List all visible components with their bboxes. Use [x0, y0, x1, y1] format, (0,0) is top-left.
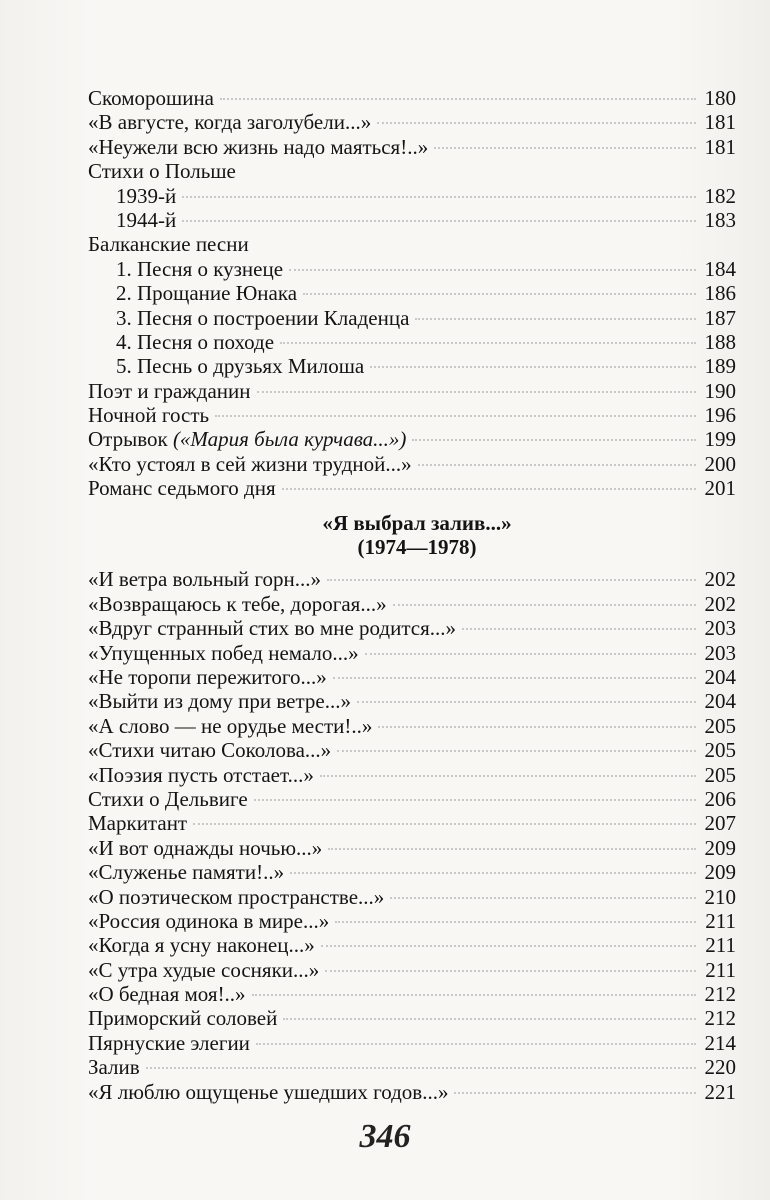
- toc-entry: [88, 208, 736, 232]
- dot-leader: [378, 726, 696, 728]
- toc-entry-title: Стихи о Польше: [88, 159, 236, 184]
- dot-leader: [290, 872, 696, 874]
- toc-entry: [88, 257, 736, 281]
- dot-leader: [393, 604, 696, 606]
- toc-entry-page: 205: [704, 762, 736, 787]
- toc-entry: [88, 86, 736, 110]
- toc-entry: [88, 714, 736, 738]
- toc-entry-page: 189: [704, 354, 736, 379]
- toc-entry-page: 207: [704, 811, 736, 836]
- dot-leader: [282, 488, 696, 490]
- toc-entry-title: 1944-й: [116, 207, 177, 232]
- toc-entry-title: 5. Песнь о друзьях Милоша: [116, 354, 365, 379]
- toc-entry-title: Скоморошина: [88, 86, 214, 110]
- toc-entry-title: Залив: [88, 1055, 140, 1080]
- toc-entry-title: «Россия одинока в мире...»: [88, 908, 330, 933]
- toc-entry-page: 199: [704, 427, 736, 452]
- toc-entry-title: «Возвращаюсь к тебе, дорогая...»: [88, 591, 387, 616]
- toc-entry-title: Стихи о Дельвиге: [88, 786, 248, 811]
- dot-leader: [289, 269, 696, 271]
- toc-entry-title: «С утра худые сосняки...»: [88, 957, 320, 982]
- toc-entry-page: 202: [704, 567, 736, 592]
- toc-entry-title: «В августе, когда заголубели...»: [88, 110, 372, 135]
- toc-entry: [88, 665, 736, 689]
- toc-entry-title: «Упущенных побед немало...»: [88, 640, 359, 665]
- toc-entry-title: «Кто устоял в сей жизни трудной...»: [88, 451, 412, 476]
- toc-entry-title: «Стихи читаю Соколова...»: [88, 738, 332, 763]
- toc-entry: [88, 281, 736, 305]
- dot-leader: [377, 122, 696, 124]
- toc-group-1: [88, 86, 736, 501]
- dot-leader: [390, 897, 696, 899]
- dot-leader: [280, 342, 696, 344]
- dot-leader: [321, 945, 696, 947]
- toc-entry-title: 3. Песня о построении Кладенца: [116, 305, 410, 330]
- toc-entry-page: 211: [705, 957, 736, 982]
- toc-entry-page: 181: [704, 110, 736, 135]
- toc-entry-page: 220: [704, 1055, 736, 1080]
- toc-entry-title: 2. Прощание Юнака: [116, 281, 298, 306]
- toc-entry-page: 203: [704, 616, 736, 641]
- toc-entry-title: «Я люблю ощущенье ушедших годов...»: [88, 1079, 449, 1104]
- section-title: «Я выбрал залив...»: [322, 510, 512, 535]
- dot-leader: [182, 220, 696, 222]
- toc-entry: [88, 641, 736, 665]
- toc-entry-title: «Вдруг странный стих во мне родится...»: [88, 616, 456, 641]
- toc-entry: [88, 860, 736, 884]
- toc-entry-page: 212: [704, 982, 736, 1007]
- toc-entry: [88, 592, 736, 616]
- toc-entry-page: 212: [704, 1006, 736, 1031]
- dot-leader: [254, 799, 696, 801]
- dot-leader: [415, 318, 696, 320]
- toc-entry: [88, 738, 736, 762]
- toc-entry-title: Балканские песни: [88, 232, 249, 257]
- toc-entry-title: «О поэтическом пространстве...»: [88, 884, 385, 909]
- toc-entry: [88, 1006, 736, 1030]
- dot-leader: [193, 823, 696, 825]
- toc-entry: [88, 909, 736, 933]
- dot-leader: [328, 848, 696, 850]
- toc-entry: [88, 379, 736, 403]
- toc-entry-page: 221: [704, 1079, 736, 1104]
- dot-leader: [146, 1067, 696, 1069]
- dot-leader: [462, 628, 696, 630]
- toc-entry-page: 205: [704, 738, 736, 763]
- toc-entry-title: «И вот однажды ночью...»: [88, 835, 323, 860]
- toc-entry-page: 188: [704, 329, 736, 354]
- toc-entry-title: 1939-й: [116, 183, 177, 208]
- toc-entry: [88, 452, 736, 476]
- toc-entry: [88, 232, 736, 256]
- toc-entry: [88, 184, 736, 208]
- toc-entry-title: Поэт и гражданин: [88, 378, 251, 403]
- dot-leader: [370, 366, 696, 368]
- toc-entry-title: «Не торопи пережитого...»: [88, 665, 327, 690]
- table-of-contents: [88, 86, 736, 1104]
- toc-entry-page: 184: [704, 256, 736, 281]
- toc-entry-page: 203: [704, 640, 736, 665]
- toc-entry: [88, 1055, 736, 1079]
- toc-entry: [88, 403, 736, 427]
- dot-leader: [335, 921, 696, 923]
- toc-entry-page: 202: [704, 591, 736, 616]
- dot-leader: [454, 1092, 696, 1094]
- dot-leader: [333, 677, 696, 679]
- toc-entry-page: 210: [704, 884, 736, 909]
- toc-entry: [88, 787, 736, 811]
- dot-leader: [215, 415, 696, 417]
- toc-entry: [88, 616, 736, 640]
- toc-entry-page: 180: [704, 86, 736, 110]
- dot-leader: [434, 147, 696, 149]
- toc-entry-title: «И ветра вольный горн...»: [88, 567, 321, 592]
- toc-entry-title: Романс седьмого дня: [88, 476, 276, 501]
- dot-leader: [418, 464, 696, 466]
- dot-leader: [412, 439, 696, 441]
- toc-entry-page: 200: [704, 451, 736, 476]
- dot-leader: [303, 293, 696, 295]
- dot-leader: [320, 775, 696, 777]
- dot-leader: [283, 1018, 696, 1020]
- toc-entry: [88, 982, 736, 1006]
- toc-entry-title: Ночной гость: [88, 403, 210, 428]
- toc-entry: [88, 354, 736, 378]
- toc-entry-page: 196: [704, 403, 736, 428]
- toc-entry: [88, 958, 736, 982]
- toc-entry: [88, 933, 736, 957]
- toc-entry: [88, 159, 736, 183]
- toc-entry-title: «А слово — не орудье мести!..»: [88, 713, 373, 738]
- toc-entry: [88, 567, 736, 591]
- page-number: 346: [359, 1118, 411, 1155]
- toc-entry: [88, 476, 736, 500]
- toc-entry-title: [88, 427, 406, 451]
- toc-entry: [88, 135, 736, 159]
- dot-leader: [252, 994, 696, 996]
- toc-entry: [88, 306, 736, 330]
- section-years: (1974—1978): [357, 535, 477, 560]
- toc-entry-page: 204: [704, 665, 736, 690]
- toc-entry-title: «О бедная моя!..»: [88, 982, 246, 1007]
- toc-entry-title: Пярнуские элегии: [88, 1030, 250, 1055]
- toc-group-2: [88, 567, 736, 1104]
- toc-entry-page: 211: [705, 933, 736, 958]
- section-heading: [88, 511, 736, 560]
- dot-leader: [255, 244, 696, 246]
- toc-entry: [88, 811, 736, 835]
- dot-leader: [220, 98, 696, 100]
- toc-entry-page: 209: [704, 835, 736, 860]
- toc-entry-title: «Выйти из дому при ветре...»: [88, 689, 351, 714]
- toc-entry-title: «Неужели всю жизнь надо маяться!..»: [88, 134, 429, 159]
- toc-entry-page: 206: [704, 786, 736, 811]
- dot-leader: [357, 701, 696, 703]
- toc-entry-page: 214: [704, 1030, 736, 1055]
- dot-leader: [256, 1043, 696, 1045]
- toc-entry: [88, 427, 736, 451]
- toc-entry-page: 211: [705, 908, 736, 933]
- dot-leader: [257, 391, 696, 393]
- toc-entry-page: 187: [704, 305, 736, 330]
- toc-entry: [88, 110, 736, 134]
- dot-leader: [325, 970, 696, 972]
- toc-entry-title: 4. Песня о походе: [116, 329, 275, 354]
- toc-entry: [88, 689, 736, 713]
- toc-entry-title: «Служенье памяти!..»: [88, 860, 285, 885]
- toc-entry: [88, 1031, 736, 1055]
- toc-entry: [88, 763, 736, 787]
- dot-leader: [182, 196, 696, 198]
- toc-entry-page: 182: [704, 183, 736, 208]
- spacer: [88, 559, 736, 567]
- toc-entry-title: «Когда я усну наконец...»: [88, 933, 315, 958]
- toc-entry-title-italic: («Мария была курчава...»): [172, 427, 407, 452]
- toc-entry-page: 183: [704, 207, 736, 232]
- toc-entry-page: 201: [704, 476, 736, 501]
- toc-entry-page: 209: [704, 860, 736, 885]
- toc-entry: [88, 885, 736, 909]
- toc-entry: [88, 836, 736, 860]
- toc-entry-title: Маркитант: [88, 811, 188, 836]
- dot-leader: [242, 171, 696, 173]
- toc-entry-page: 204: [704, 689, 736, 714]
- toc-entry-page: 205: [704, 713, 736, 738]
- toc-entry-title: «Поэзия пусть отстает...»: [88, 762, 314, 787]
- dot-leader: [365, 653, 696, 655]
- toc-entry: [88, 1080, 736, 1104]
- dot-leader: [337, 750, 696, 752]
- toc-entry-title: Приморский соловей: [88, 1006, 278, 1031]
- toc-entry-page: 181: [704, 134, 736, 159]
- toc-entry-page: 186: [704, 281, 736, 306]
- toc-entry: [88, 330, 736, 354]
- toc-entry-title-plain: Отрывок: [88, 427, 173, 452]
- dot-leader: [327, 579, 696, 581]
- toc-entry-title: 1. Песня о кузнеце: [116, 256, 284, 281]
- toc-entry-page: 190: [704, 378, 736, 403]
- spacer: [88, 501, 736, 511]
